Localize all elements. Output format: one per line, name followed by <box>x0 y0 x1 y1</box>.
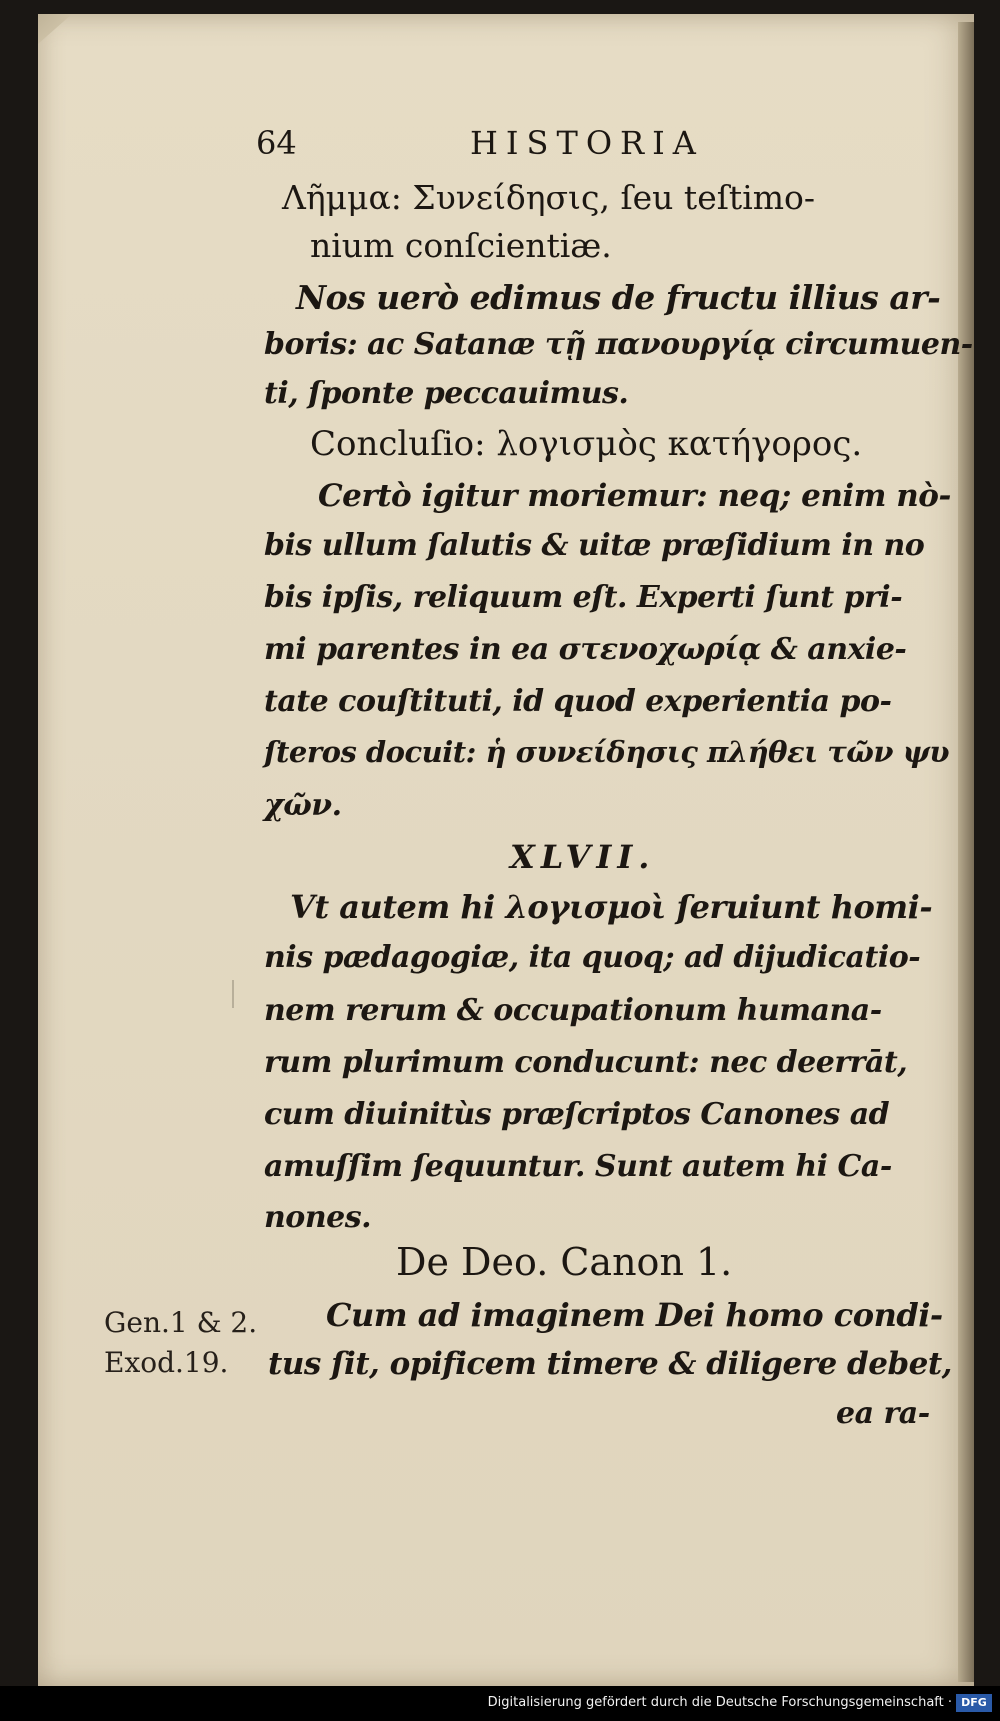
text-line-2: nium conſcientiæ. <box>310 226 612 265</box>
text-line-24: tus ſit, opificem timere & diligere debet, <box>268 1346 952 1382</box>
text-line-19: cum diuinitùs præſcriptos Canones ad <box>264 1097 890 1132</box>
text-line-3: Nos uerò edimus de fructu illius ar- <box>296 278 941 317</box>
text-line-16: nis pædagogiæ, ita quoq; ad dijudicatio- <box>264 940 921 975</box>
canon-heading: De Deo. Canon 1. <box>396 1240 733 1284</box>
text-line-21: nones. <box>264 1200 372 1235</box>
catchword: ea ra- <box>836 1396 930 1431</box>
margin-note-exodus: Exod.19. <box>104 1346 229 1379</box>
footer-credit: Digitalisierung gefördert durch die Deutsche Forschungsgemeinschaft · <box>487 1695 952 1710</box>
text-line-23: Cum ad imaginem Dei homo condi- <box>326 1296 943 1334</box>
text-line-10: mi parentes in ea στενοχωρίᾳ & anxie- <box>264 632 907 667</box>
text-line-9: bis ipſis, reliquum eſt. Experti ſunt pri- <box>264 580 903 615</box>
text-line-18: rum plurimum conducunt: nec deerrāt, <box>264 1045 908 1080</box>
text-line-15: Vt autem hi λογισμοὶ ſeruiunt homi- <box>290 888 933 926</box>
text-line-12: ſteros docuit: ἡ συνείδησις πλήθει τῶν ψυ <box>264 735 950 769</box>
section-number: XLVII. <box>510 838 656 876</box>
ink-mark <box>232 980 234 1008</box>
page-number: 64 <box>256 124 297 162</box>
dfg-logo: DFG <box>956 1694 992 1712</box>
page-edge-shadow <box>958 22 974 1682</box>
text-line-6: Concluſio: λογισμὸς κατήγορος. <box>310 424 863 464</box>
text-line-1: Λῆμμα: Συνείδησις, ſeu teſtimo- <box>282 178 816 217</box>
margin-note-genesis: Gen.1 & 2. <box>104 1306 258 1339</box>
running-header <box>256 118 856 168</box>
text-line-13: χῶν. <box>264 788 342 823</box>
text-line-20: amuſſim ſequuntur. Sunt autem hi Ca- <box>264 1149 892 1184</box>
text-line-8: bis ullum ſalutis & uitæ præſidium in no <box>264 528 925 563</box>
text-line-5: ti, ſponte peccauimus. <box>264 376 629 411</box>
text-line-11: tate couſtituti, id quod experientia po- <box>264 684 892 719</box>
running-title: HISTORIA <box>470 124 704 162</box>
digitization-footer <box>0 1686 1000 1721</box>
text-line-4: boris: ac Satanæ τῇ πανουργίᾳ circumuen- <box>264 327 973 362</box>
text-line-17: nem rerum & occupationum humana- <box>264 993 882 1028</box>
text-line-7: Certò igitur moriemur: neq; enim nò- <box>318 478 951 514</box>
